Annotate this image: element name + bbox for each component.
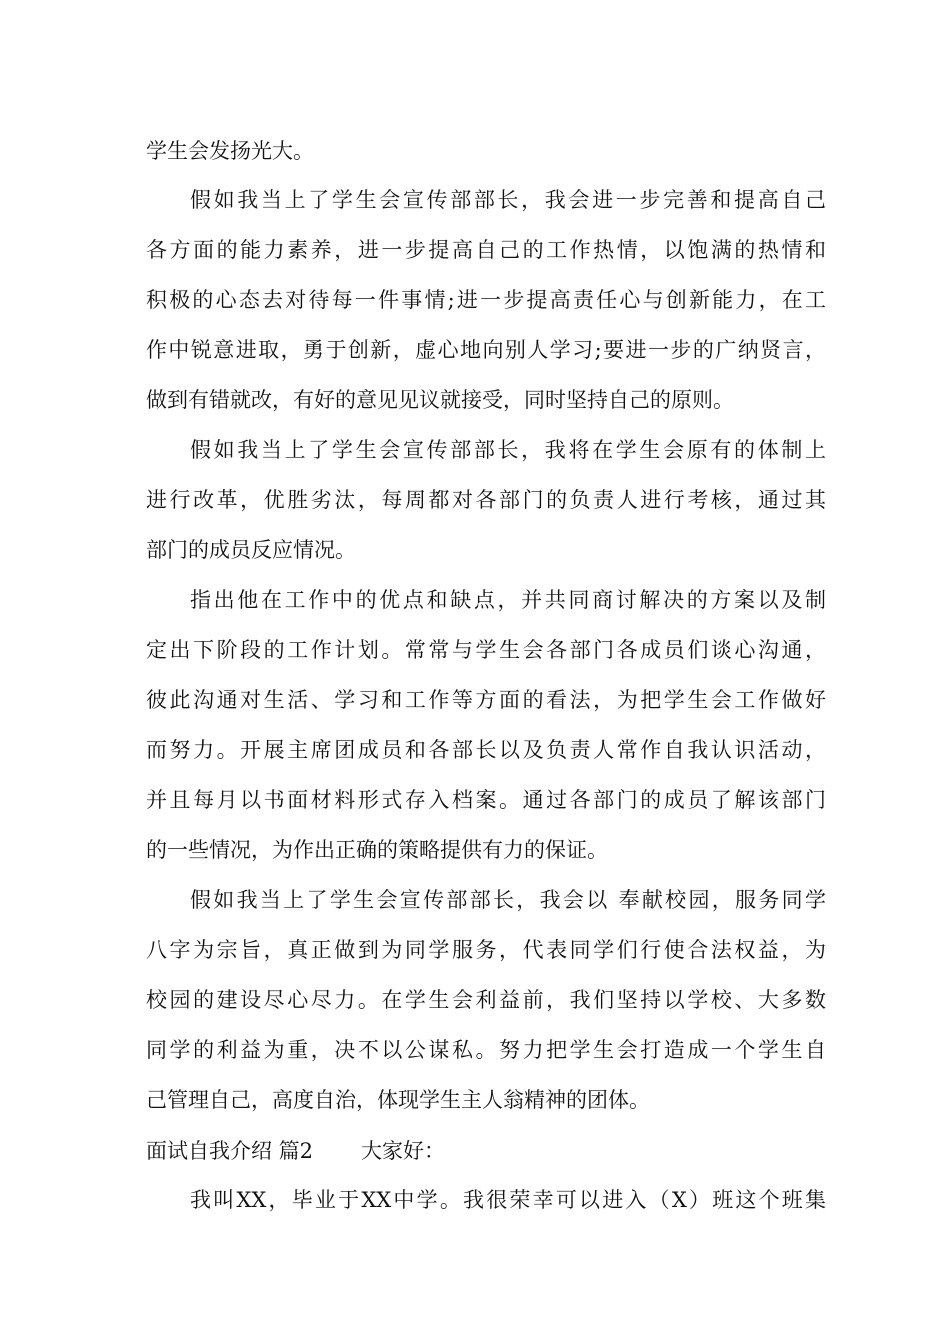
paragraph-line: 积极的心态去对待每一件事情;进一步提高责任心与创新能力，在工: [146, 288, 826, 312]
section-heading-row: [146, 1136, 445, 1166]
paragraph-line: 假如我当上了学生会宣传部部长，我会以 奉献校园，服务同学: [190, 888, 826, 912]
paragraph-line: 做到有错就改，有好的意见见议就接受，同时坚持自己的原则。: [146, 388, 734, 412]
paragraph-line: 作中锐意进取，勇于创新，虚心地向别人学习;要进一步的广纳贤言，: [146, 338, 826, 362]
paragraph-line: 八字为宗旨，真正做到为同学服务，代表同学们行使合法权益，为: [146, 938, 826, 962]
paragraph-line: 进行改革，优胜劣汰，每周都对各部门的负责人进行考核，通过其: [146, 488, 826, 512]
paragraph-line: 假如我当上了学生会宣传部部长，我将在学生会原有的体制上: [190, 438, 826, 462]
paragraph-line: 定出下阶段的工作计划。常常与学生会各部门各成员们谈心沟通，: [146, 638, 826, 662]
paragraph-line: 而努力。开展主席团成员和各部长以及负责人常作自我认识活动，: [146, 738, 826, 762]
section-heading: 面试自我介绍 篇2: [146, 1139, 314, 1163]
paragraph-line: 并且每月以书面材料形式存入档案。通过各部门的成员了解该部门: [146, 788, 826, 812]
paragraph-line: 假如我当上了学生会宣传部部长，我会进一步完善和提高自己: [190, 188, 826, 212]
paragraph-line: 学生会发扬光大。: [146, 139, 314, 163]
paragraph-line: 校园的建设尽心尽力。在学生会利益前，我们坚持以学校、大多数: [146, 988, 826, 1012]
paragraph-line: 的一些情况，为作出正确的策略提供有力的保证。: [146, 838, 608, 862]
paragraph-line: 指出他在工作中的优点和缺点，并共同商讨解决的方案以及制: [190, 588, 826, 612]
paragraph-line: 部门的成员反应情况。: [146, 538, 356, 562]
paragraph-line: 同学的利益为重，决不以公谋私。努力把学生会打造成一个学生自: [146, 1038, 826, 1062]
paragraph-line: 彼此沟通对生活、学习和工作等方面的看法，为把学生会工作做好: [146, 688, 826, 712]
paragraph-line: 我叫XX，毕业于XX中学。我很荣幸可以进入（X）班这个班集: [190, 1188, 826, 1212]
greeting: 大家好：: [361, 1139, 446, 1163]
paragraph-line: 各方面的能力素养，进一步提高自己的工作热情，以饱满的热情和: [146, 238, 826, 262]
paragraph-line: 己管理自己，高度自治，体现学生主人翁精神的团体。: [146, 1088, 650, 1112]
